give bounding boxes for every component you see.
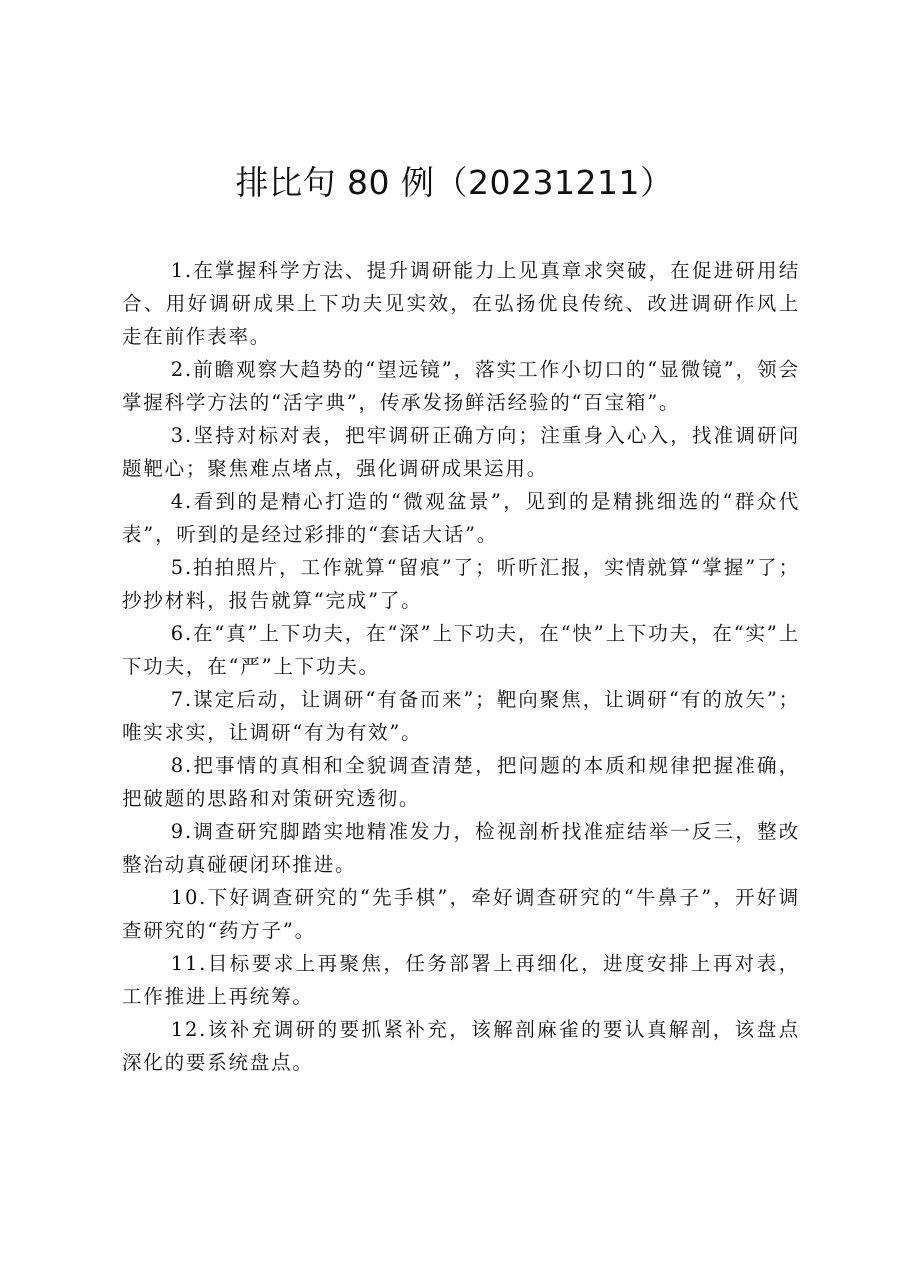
document-title: 排比句 80 例（20231211） (235, 163, 674, 202)
paragraph-8: 8.把事情的真相和全貌调查清楚，把问题的本质和规律把握准确，把破题的思路和对策研究透彻。 (122, 754, 800, 810)
paragraph-5: 5.拍拍照片，工作就算“留痕”了；听听汇报，实情就算“掌握”了；抄抄材料，报告就算“完成”了。 (122, 556, 800, 612)
document-body (122, 254, 800, 1079)
paragraph-4: 4.看到的是精心打造的“微观盆景”，见到的是精挑细选的“群众代表”，听到的是经过彩排的“套话大话”。 (122, 490, 800, 546)
paragraph-11: 11.目标要求上再聚焦，任务部署上再细化，进度安排上再对表，工作推进上再统筹。 (122, 952, 800, 1008)
paragraph-7: 7.谋定后动，让调研“有备而来”；靶向聚焦，让调研“有的放矢”；唯实求实，让调研“有为有效”。 (122, 688, 800, 744)
paragraph-2: 2.前瞻观察大趋势的“望远镜”，落实工作小切口的“显微镜”，领会掌握科学方法的“活字典”，传承发扬鲜活经验的“百宝箱”。 (122, 358, 800, 414)
paragraph-3: 3.坚持对标对表，把牢调研正确方向；注重身入心入，找准调研问题靶心；聚焦难点堵点，强化调研成果运用。 (122, 424, 800, 480)
paragraph-1: 1.在掌握科学方法、提升调研能力上见真章求突破，在促进研用结合、用好调研成果上下功夫见实效，在弘扬优良传统、改进调研作风上走在前作表率。 (122, 259, 800, 348)
paragraph-10: 10.下好调查研究的“先手棋”，牵好调查研究的“牛鼻子”，开好调查研究的“药方子”。 (122, 886, 800, 942)
paragraph-9: 9.调查研究脚踏实地精准发力，检视剖析找准症结举一反三，整改整治动真碰硬闭环推进。 (122, 820, 800, 876)
paragraph-6: 6.在“真”上下功夫，在“深”上下功夫，在“快”上下功夫，在“实”上下功夫，在“严”上下功夫。 (122, 622, 800, 678)
paragraph-12: 12.该补充调研的要抓紧补充，该解剖麻雀的要认真解剖，该盘点深化的要系统盘点。 (122, 1018, 800, 1074)
